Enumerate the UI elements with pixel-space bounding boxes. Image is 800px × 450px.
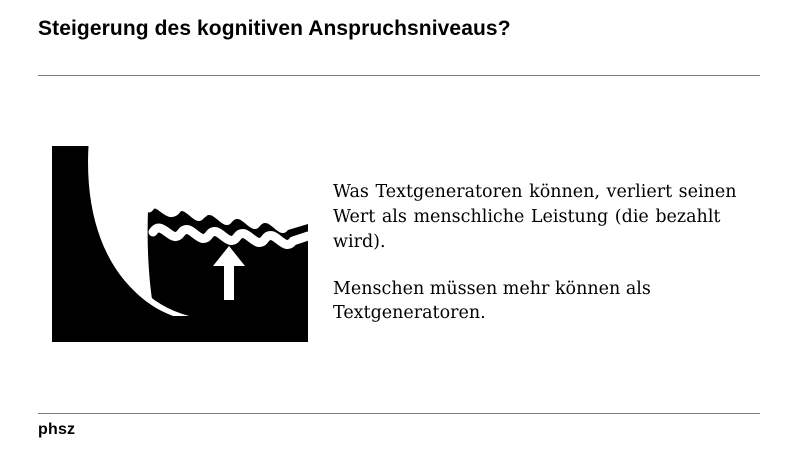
body-text <box>333 180 753 326</box>
page-title: Steigerung des kognitiven Anspruchsniveaus? <box>38 17 511 40</box>
rising-water-level-illustration <box>52 146 308 342</box>
body-paragraph-1: Was Textgeneratoren können, verliert seinen Wert als menschliche Leistung (die bezahlt wird). <box>333 182 737 252</box>
title-divider <box>38 75 760 76</box>
body-paragraph-2: Menschen müssen mehr können als Textgeneratoren. <box>333 278 651 324</box>
footer-divider <box>38 413 760 414</box>
footer-logo: phsz <box>38 421 76 438</box>
